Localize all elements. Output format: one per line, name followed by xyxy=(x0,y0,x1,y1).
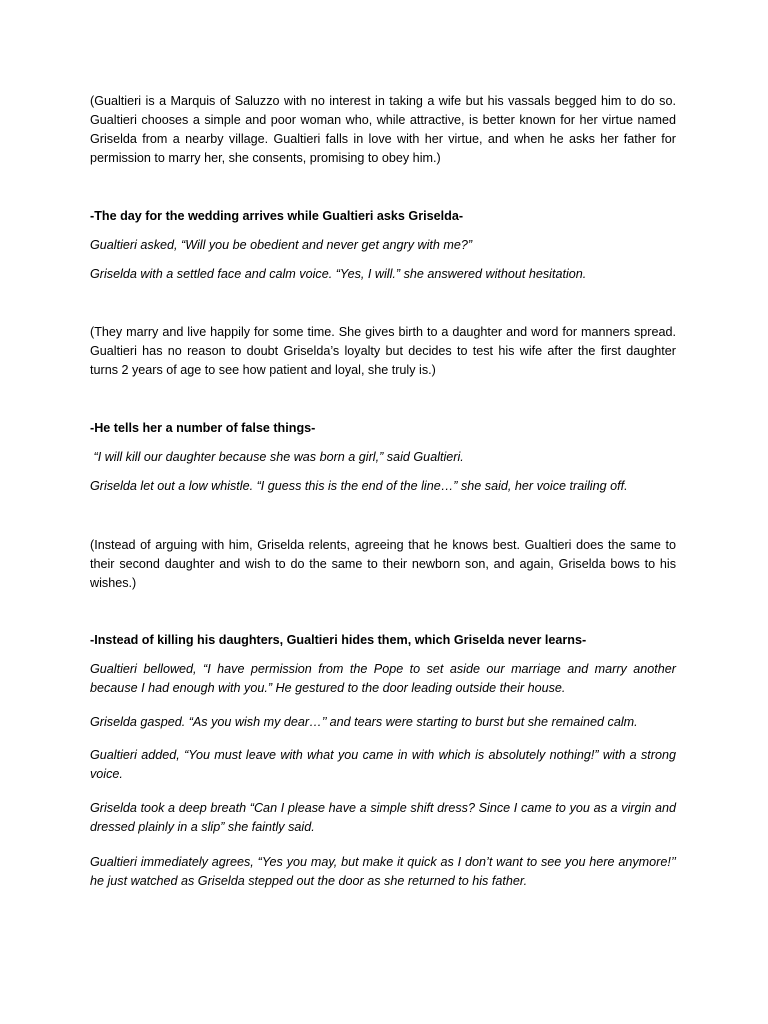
narration-relents: (Instead of arguing with him, Griselda relents, agreeing that he knows best. Gualtieri does the same to their second daughter and wish to do the same to their newborn son, and again, Griselda bows to his wishes.) xyxy=(90,538,676,590)
dialogue-line: Griselda took a deep breath “Can I please have a simple shift dress? Since I came to you as a virgin and dressed plainly in a slip” she faintly said. xyxy=(90,801,676,834)
scene-heading-wedding: -The day for the wedding arrives while Gualtieri asks Griselda- xyxy=(90,209,464,223)
dialogue-line: Gualtieri asked, “Will you be obedient and never get angry with me?” xyxy=(90,238,473,252)
narration-intro: (Gualtieri is a Marquis of Saluzzo with no interest in taking a wife but his vassals begged him to do so. Gualtieri chooses a simple and poor woman who, while attractive, is better known for her virtue named Griselda from a nearby village. Gualtieri falls in love with her virtue, and when he asks her father for permission to marry her, she consents, promising to obey him.) xyxy=(90,94,676,165)
dialogue-line: Griselda let out a low whistle. “I guess this is the end of the line…” she said, her voice trailing off. xyxy=(90,479,628,493)
dialogue-line: Griselda gasped. “As you wish my dear…’’ and tears were starting to burst but she remained calm. xyxy=(90,715,638,729)
dialogue-line: Gualtieri immediately agrees, “Yes you may, but make it quick as I don’t want to see you here anymore!’’ he just watched as Griselda stepped out the door as she returned to his father. xyxy=(90,855,676,888)
dialogue-line: Gualtieri added, “You must leave with what you came in with which is absolutely nothing!” with a strong voice. xyxy=(90,748,676,781)
narration-marriage: (They marry and live happily for some time. She gives birth to a daughter and word for manners spread. Gualtieri has no reason to doubt Griselda’s loyalty but decides to test his wife after the first daughter turns 2 years of age to see how patient and loyal, she truly is.) xyxy=(90,325,676,377)
dialogue-line: Griselda with a settled face and calm voice. “Yes, I will.” she answered without hesitation. xyxy=(90,267,587,281)
scene-heading-false-things: -He tells her a number of false things- xyxy=(90,421,316,435)
document-page xyxy=(90,0,676,1024)
scene-heading-hides-daughters: -Instead of killing his daughters, Gualtieri hides them, which Griselda never learns- xyxy=(90,633,587,647)
dialogue-line: Gualtieri bellowed, “I have permission from the Pope to set aside our marriage and marry another because I had enough with you.” He gestured to the door leading outside their house. xyxy=(90,662,676,695)
dialogue-line: “I will kill our daughter because she was born a girl,” said Gualtieri. xyxy=(90,450,464,464)
